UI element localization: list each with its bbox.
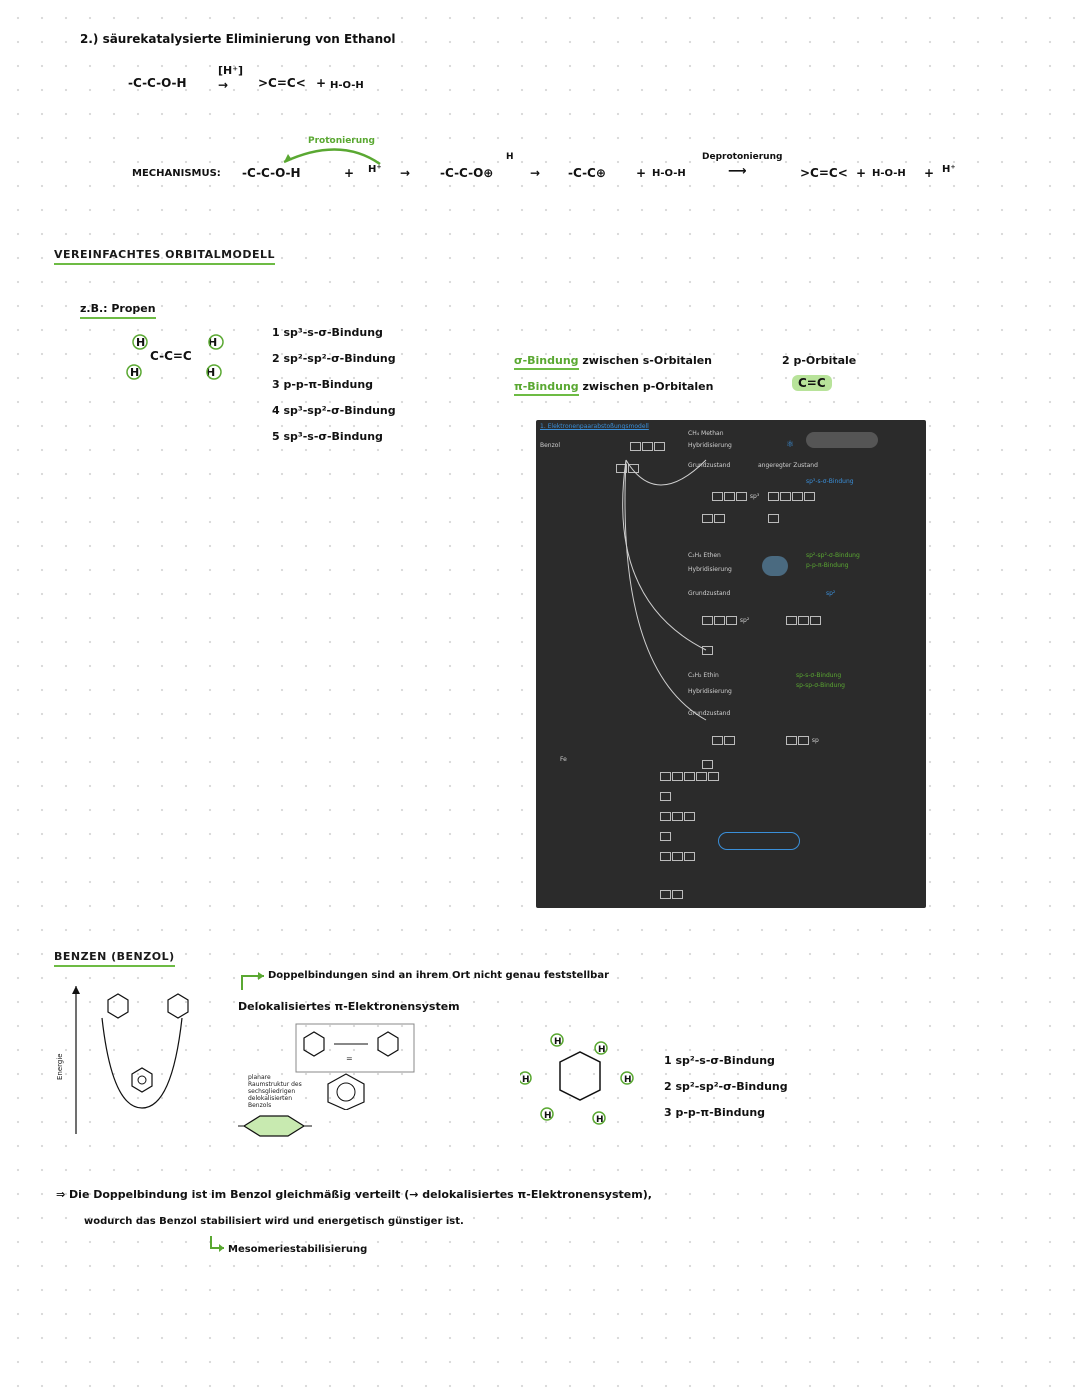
mechanism-arrow-2: → <box>530 166 541 180</box>
panel-green-note-1: sp²-sp²-σ-Bindung <box>806 552 860 559</box>
panel-boxes-methan-2 <box>702 514 726 523</box>
delocalized-title: Delokalisiertes π-Elektronensystem <box>238 1000 460 1013</box>
mechanism-plus-3: + <box>856 166 867 180</box>
panel-excited-1: angeregter Zustand <box>758 462 818 469</box>
section-title-benzen-text: BENZEN (BENZOL) <box>54 950 175 967</box>
section-title-benzen <box>54 950 175 963</box>
embedded-notes-panel <box>536 420 926 908</box>
reaction-catalyst: [H⁺] <box>218 64 244 77</box>
mechanism-product: >C=C< <box>800 166 848 180</box>
energy-axis-label: Energie <box>56 1053 64 1080</box>
reactant-formula: -C-C-O-H <box>128 76 187 90</box>
panel-model-title: 1. Elektronenpaarabstoßungsmodell <box>540 423 649 430</box>
panel-blue-note-1: sp³-s-σ-Bindung <box>806 478 854 485</box>
panel-ground-2: Grundzustand <box>688 590 731 597</box>
panel-bubble-1 <box>806 432 878 448</box>
panel-sp3: sp³ <box>749 493 760 500</box>
propene-bond-5: 5 sp³-s-σ-Bindung <box>272 430 383 443</box>
svg-text:H: H <box>598 1045 606 1055</box>
sigma-bond-desc: zwischen s-Orbitalen <box>582 354 713 367</box>
panel-sp2: sp² <box>739 617 750 624</box>
mechanism-plus-4: + <box>924 166 935 180</box>
benzene-bond-3: 3 p-p-π-Bindung <box>664 1106 766 1119</box>
panel-benzol-label: Benzol <box>540 442 561 449</box>
mechanism-plus-1: + <box>344 166 355 180</box>
panel-boxes-methan <box>712 492 759 501</box>
mechanism-product-water: H-O-H <box>872 168 906 179</box>
panel-boxes-fe-3 <box>660 812 696 821</box>
panel-boxes-ethen-3 <box>786 616 822 625</box>
panel-blue-note-2: sp² <box>826 590 836 597</box>
mechanism-product-proton: H⁺ <box>942 164 956 175</box>
mechanism-step3: -C-C⊕ <box>568 166 606 180</box>
p-orbitals-formula-text: C=C <box>792 375 832 391</box>
reaction-reactant <box>128 76 187 90</box>
planar-benzene-drawing <box>234 1104 314 1144</box>
panel-boxes-excited-2 <box>768 514 780 523</box>
panel-green-note-3: sp-s-σ-Bindung <box>796 672 842 679</box>
mechanism-step1: -C-C-O-H <box>242 166 301 180</box>
propene-bond-4: 4 sp³-sp²-σ-Bindung <box>272 404 396 417</box>
panel-blue-oval <box>718 832 800 850</box>
svg-text:H: H <box>136 336 146 349</box>
planar-note: planare Raumstruktur des sechsgliedrigen delokalisierten Benzols <box>248 1074 302 1109</box>
resonance-structures <box>290 1020 420 1110</box>
panel-sp: sp <box>811 737 819 744</box>
panel-boxes-fe-1 <box>660 772 720 781</box>
panel-ethen-label: C₂H₄ Ethen <box>688 552 721 559</box>
mechanism-step2-h: H <box>506 152 514 162</box>
bracket-arrow-icon <box>238 972 268 992</box>
benzene-bond-1: 1 sp²-s-σ-Bindung <box>664 1054 775 1067</box>
sigma-bond-note <box>514 354 712 367</box>
delocalized-note: Doppelbindungen sind an ihrem Ort nicht genau feststellbar <box>268 970 610 981</box>
protonierung-label: Protonierung <box>308 136 375 146</box>
benzene-energy-diagram <box>62 978 222 1138</box>
example-label-text: z.B.: Propen <box>80 302 156 319</box>
benzene-bond-list <box>664 1054 788 1132</box>
deprotonierung-label: Deprotonierung <box>702 152 783 162</box>
svg-text:H: H <box>522 1075 530 1085</box>
mechanism-water: H-O-H <box>652 168 686 179</box>
svg-text:H: H <box>206 366 216 379</box>
conclusion-line-2: wodurch das Benzol stabilisiert wird und energetisch günstiger ist. <box>84 1216 464 1227</box>
reaction-arrow-icon: → <box>218 78 229 92</box>
p-orbitals-formula <box>792 376 832 390</box>
panel-ground-1: Grundzustand <box>688 462 731 469</box>
panel-boxes-fe-4 <box>660 832 672 841</box>
conclusion-line-1-a: ⇒ Die Doppelbindung ist im Benzol gleichmäßig verteilt ( <box>56 1188 410 1201</box>
mechanism-proton: H⁺ <box>368 164 382 175</box>
panel-boxes-fe-2 <box>660 792 672 801</box>
panel-boxes-ethin-3 <box>786 736 819 745</box>
reaction-product: >C=C< <box>258 76 306 90</box>
reaction-water: H-O-H <box>330 80 364 91</box>
sigma-bond-term: σ-Bindung <box>514 354 579 370</box>
mechanism-plus-2: + <box>636 166 647 180</box>
svg-text:H: H <box>544 1111 552 1121</box>
resonance-equals: = <box>346 1054 353 1063</box>
svg-text:H: H <box>208 336 218 349</box>
panel-methan-label: CH₄ Methan <box>688 430 724 437</box>
panel-boxes-excited <box>768 492 816 501</box>
svg-text:H: H <box>130 366 140 379</box>
panel-green-note-2: p-p-π-Bindung <box>806 562 849 569</box>
panel-boxes-fe-6 <box>660 890 684 899</box>
panel-boxes-ethin <box>712 736 736 745</box>
section-title-elimination: 2.) säurekatalysierte Eliminierung von Ethanol <box>80 32 396 46</box>
pi-bond-desc: zwischen p-Orbitalen <box>582 380 714 393</box>
panel-molecule-icon: ⚛ <box>786 440 795 450</box>
p-orbitals-label: 2 p-Orbitale <box>782 354 857 367</box>
propene-bond-2: 2 sp²-sp²-σ-Bindung <box>272 352 396 365</box>
mechanism-arrow-3: ⟶ <box>728 164 747 179</box>
panel-hybrid-2: Hybridisierung <box>688 566 732 573</box>
panel-boxes-fe-5 <box>660 852 696 861</box>
mechanism-step2: -C-C-O⊕ <box>440 166 494 180</box>
panel-hybrid-1: Hybridisierung <box>688 442 732 449</box>
propene-structure <box>126 330 236 386</box>
panel-green-note-4: sp-sp-σ-Bindung <box>796 682 845 689</box>
mechanism-arrow-1: → <box>400 166 411 180</box>
example-label <box>80 302 156 315</box>
pi-bond-term: π-Bindung <box>514 380 579 396</box>
panel-boxes-ethin-2 <box>702 760 714 769</box>
protonierung-arrow-icon <box>270 140 390 170</box>
propene-bond-1: 1 sp³-s-σ-Bindung <box>272 326 383 339</box>
propene-bond-3: 3 p-p-π-Bindung <box>272 378 374 391</box>
conclusion-line-3: Mesomeriestabilisierung <box>228 1244 368 1255</box>
conclusion-line-1 <box>56 1188 652 1201</box>
propene-bond-list <box>272 326 396 456</box>
panel-boxes-ethen-2 <box>702 646 714 655</box>
reaction-plus: + <box>316 76 327 90</box>
mechanism-label: MECHANISMUS: <box>132 168 221 179</box>
svg-text:H: H <box>596 1115 604 1125</box>
section-title-orbital: VEREINFACHTES ORBITALMODELL <box>54 248 275 265</box>
conclusion-arrow-icon <box>208 1234 228 1254</box>
panel-hybrid-3: Hybridisierung <box>688 688 732 695</box>
panel-ground-3: Grundzustand <box>688 710 731 717</box>
pi-bond-note <box>514 380 713 393</box>
svg-text:H: H <box>554 1037 562 1047</box>
panel-orbital-ethen <box>762 556 788 576</box>
svg-text:C-C=C: C-C=C <box>150 349 192 363</box>
panel-ethin-label: C₂H₂ Ethin <box>688 672 719 679</box>
benzene-structure <box>520 1030 640 1130</box>
panel-fe-label: Fe <box>560 756 567 763</box>
panel-boxes-ethen <box>702 616 749 625</box>
conclusion-line-1-b: → delokalisiertes π-Elektronensystem), <box>409 1188 652 1201</box>
svg-text:H: H <box>624 1075 632 1085</box>
panel-connector-lines <box>596 450 716 908</box>
benzene-bond-2: 2 sp²-sp²-σ-Bindung <box>664 1080 788 1093</box>
